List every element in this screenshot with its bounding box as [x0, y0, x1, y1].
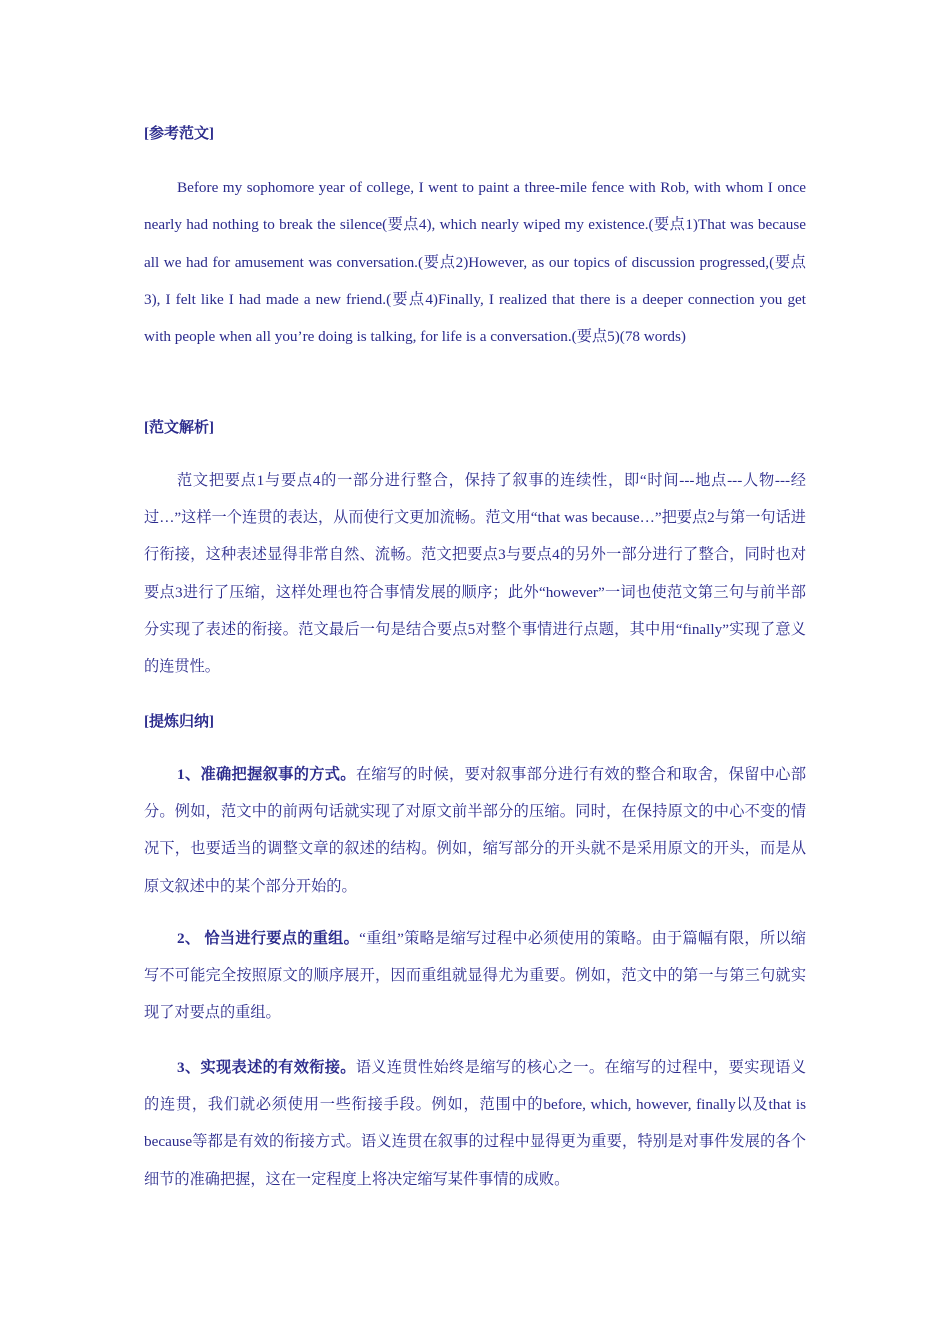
summary-point-3-lead: 3、实现表述的有效衔接。 — [177, 1059, 356, 1076]
reference-heading: [参考范文] — [144, 126, 214, 142]
summary-point-3-text: 语义连贯性始终是缩写的核心之一。在缩写的过程中，要实现语义的连贯，我们就必须使用一些衔接手段。例如，范围中的before, which, however, finally以及that is because等都是有效的衔接方式。语义连贯在叙事的过程中显得更为重要，特别是对事件发展的各个细节的准确把握，这在一定程度上将决定缩写某件事情的成败。 — [144, 1059, 806, 1188]
summary-point-1-text: 在缩写的时候，要对叙事部分进行有效的整合和取舍，保留中心部分。例如，范文中的前两句话就实现了对原文前半部分的压缩。同时，在保持原文的中心不变的情况下，也要适当的调整文章的叙述的结构。例如，缩写部分的开头就不是采用原文的开头，而是从原文叙述中的某个部分开始的。 — [144, 766, 806, 895]
summary-point-1-lead: 1、准确把握叙事的方式。 — [177, 766, 356, 783]
summary-heading: [提炼归纳] — [144, 714, 214, 730]
summary-point-1 — [144, 756, 806, 905]
summary-point-2-lead: 2、 恰当进行要点的重组。 — [177, 930, 360, 947]
summary-point-2 — [144, 920, 806, 1032]
reference-essay: Before my sophomore year of college, I went to paint a three-mile fence with Rob, with whom I once nearly had nothing to break the silence(要点4), which nearly wiped my existence.(要点1)That was because all we had for amusement was conversation.(要点2)However, as our topics of discussion progressed,(要点3), I felt like I had made a new friend.(要点4)Finally, I realized that there is a deeper connection you get with people when all you’re doing is talking, for life is a conversation.(要点5)(78 words) — [144, 179, 806, 346]
summary-point-3 — [144, 1049, 806, 1198]
summary-point-2-text: “重组”策略是缩写过程中必须使用的策略。由于篇幅有限，所以缩写不可能完全按照原文的顺序展开，因而重组就显得尤为重要。例如，范文中的第一与第三句就实现了对要点的重组。 — [144, 930, 806, 1022]
analysis-heading: [范文解析] — [144, 420, 214, 436]
analysis-paragraph: 范文把要点1与要点4的一部分进行整合，保持了叙事的连续性，即“时间---地点---人物---经过…”这样一个连贯的表达，从而使行文更加流畅。范文用“that was because…”把要点2与第一句话进行衔接，这种表述显得非常自然、流畅。范文把要点3与要点4的另外一部分进行了整合，同时也对要点3进行了压缩，这样处理也符合事情发展的顺序；此外“however”一词也使范文第三句与前半部分实现了表述的衔接。范文最后一句是结合要点5对整个事情进行点题，其中用“finally”实现了意义的连贯性。 — [144, 472, 806, 676]
